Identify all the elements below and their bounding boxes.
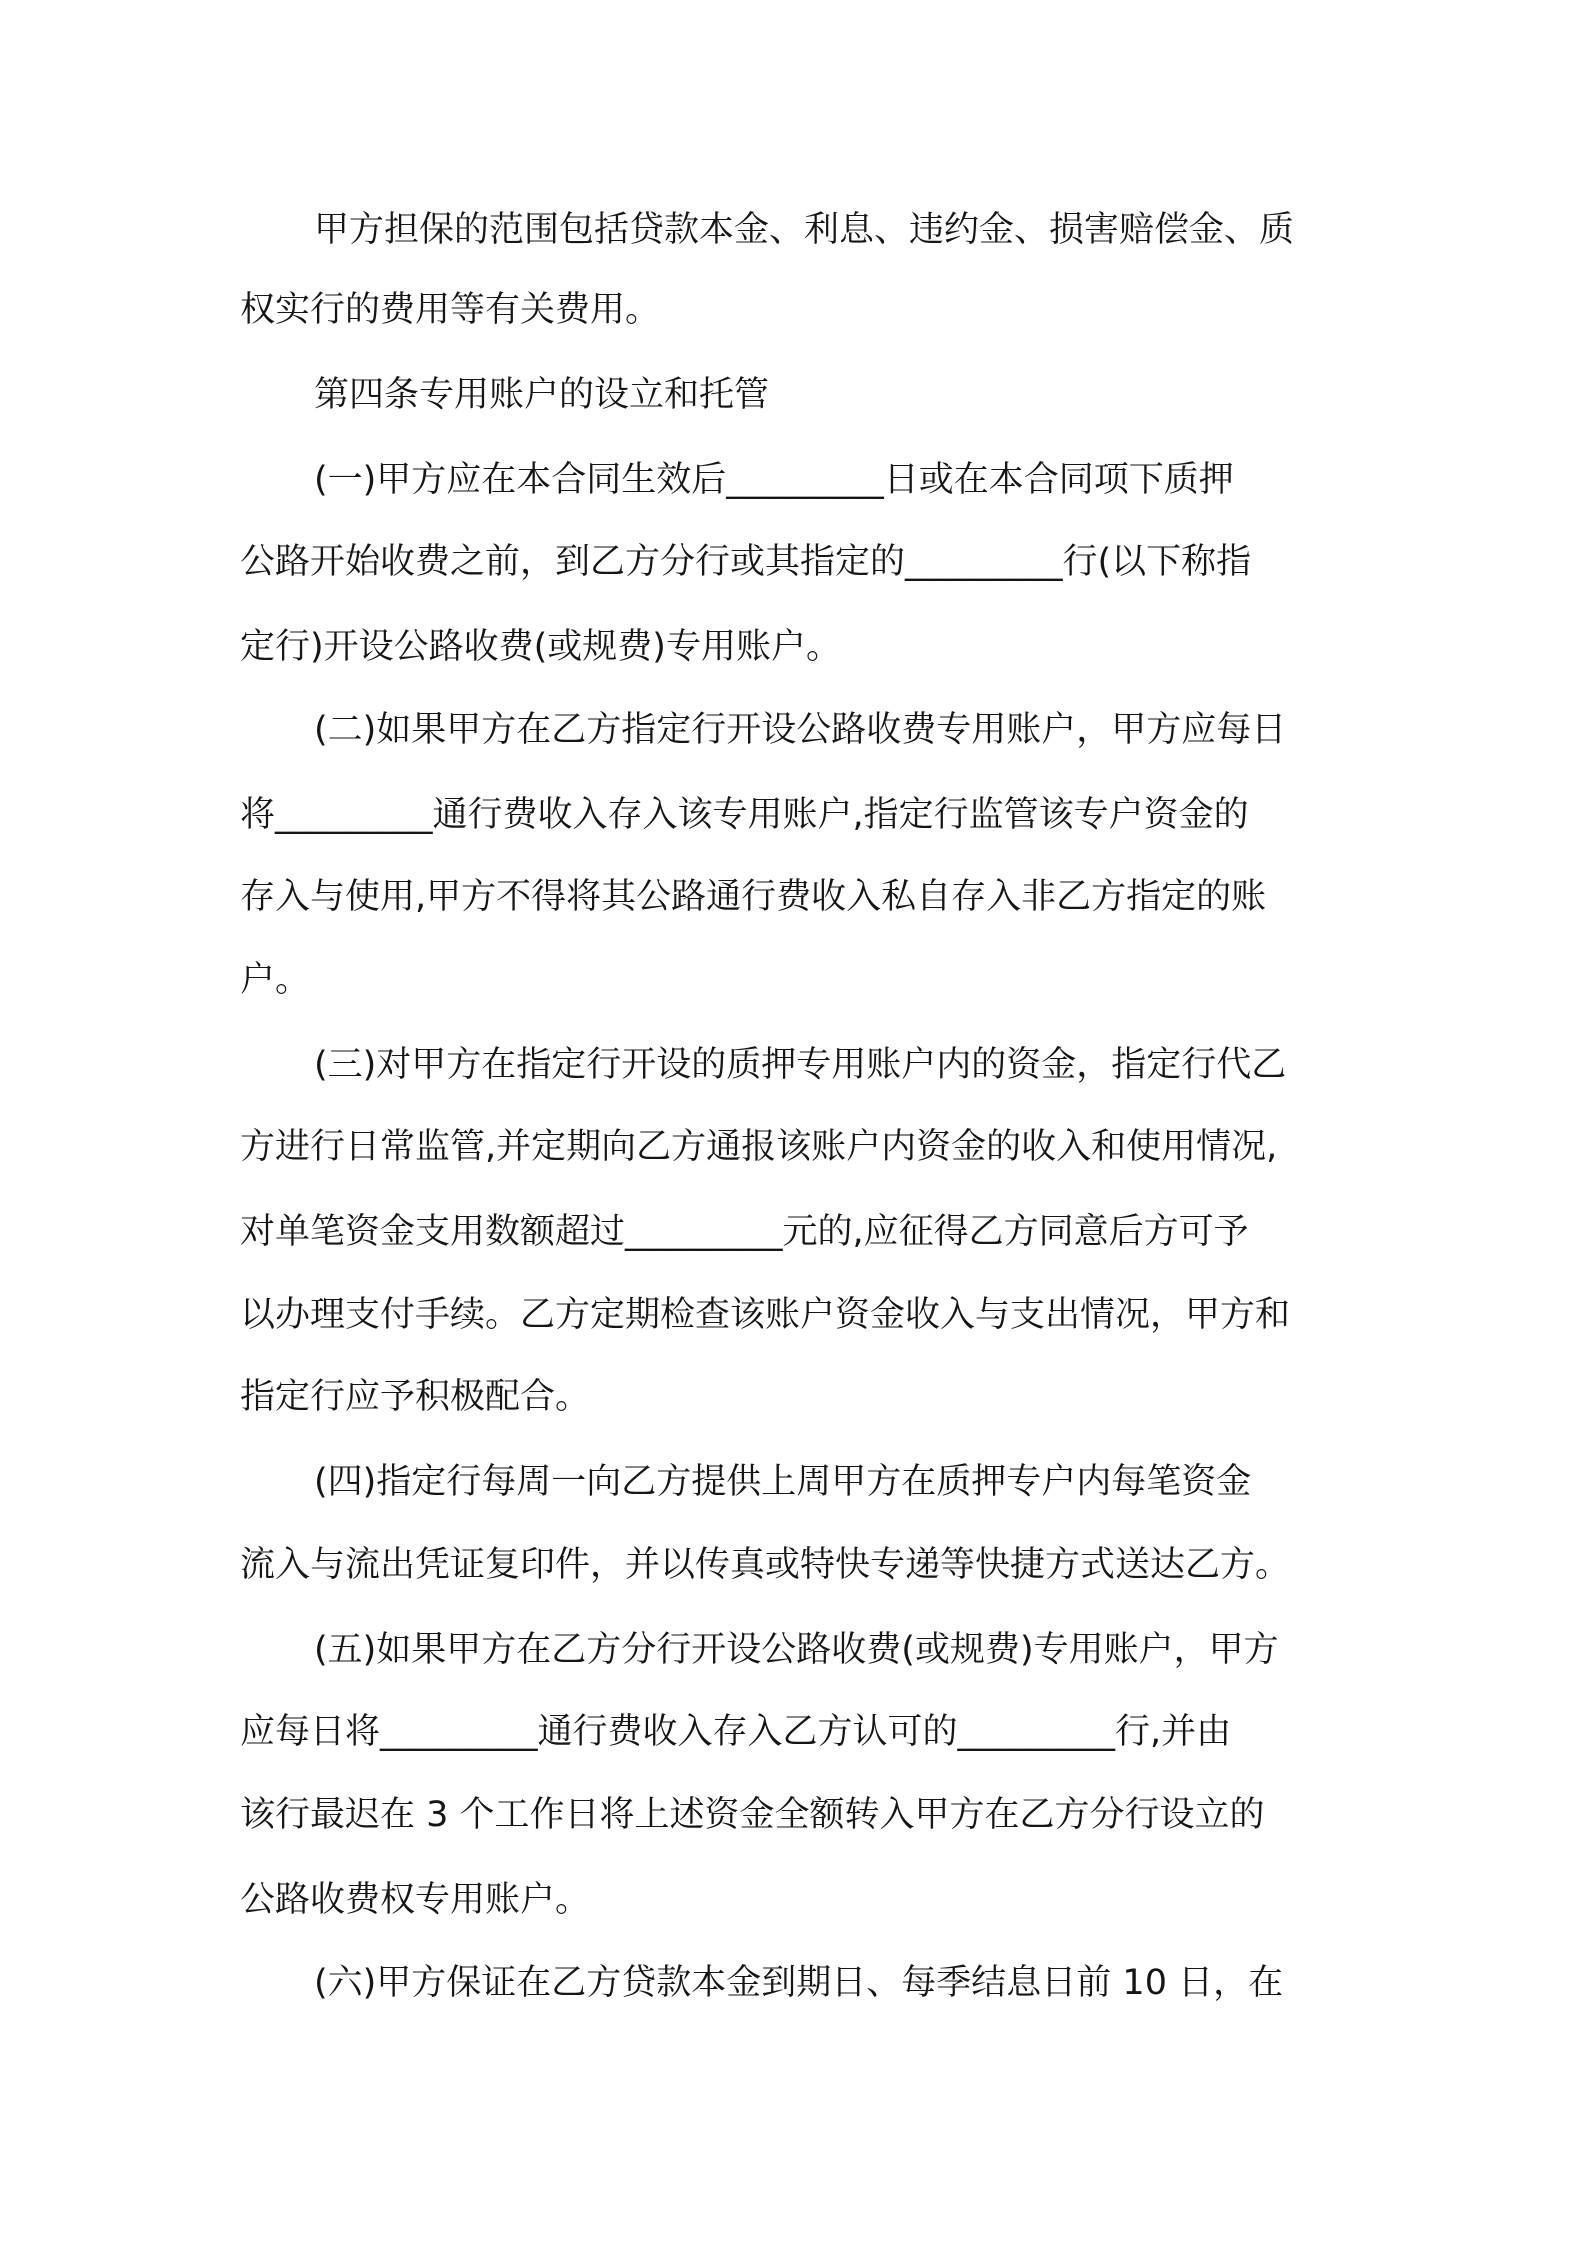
text-line: 以办理支付手续。乙方定期检查该账户资金收入与支出情况，甲方和 (240, 1295, 1291, 1335)
text-line: 户。 (240, 960, 311, 1000)
text-line: (二)如果甲方在乙方指定行开设公路收费专用账户，甲方应每日 (314, 710, 1287, 750)
text-line: 流入与流出凭证复印件，并以传真或特快专递等快捷方式送达乙方。 (240, 1545, 1291, 1585)
text-line: 该行最迟在 3 个工作日将上述资金全额转入甲方在乙方分行设立的 (240, 1795, 1265, 1835)
text-line: 方进行日常监管,并定期向乙方通报该账户内资金的收入和使用情况, (240, 1127, 1278, 1167)
text-line: (三)对甲方在指定行开设的质押专用账户内的资金，指定行代乙 (314, 1045, 1287, 1085)
text-line: 权实行的费用等有关费用。 (240, 290, 661, 330)
text-line: 存入与使用,甲方不得将其公路通行费收入私自存入非乙方指定的账 (240, 877, 1267, 917)
text-line: 定行)开设公路收费(或规费)专用账户。 (240, 627, 841, 667)
text-line: (六)甲方保证在乙方贷款本金到期日、每季结息日前 10 日，在 (314, 1963, 1284, 2003)
text-line: 指定行应予积极配合。 (240, 1377, 591, 1417)
text-line: 公路收费权专用账户。 (240, 1880, 591, 1920)
text-line: (四)指定行每周一向乙方提供上周甲方在质押专户内每笔资金 (314, 1462, 1252, 1502)
text-line: 甲方担保的范围包括贷款本金、利息、违约金、损害赔偿金、质 (314, 210, 1295, 250)
text-line: 应每日将_________通行费收入存入乙方认可的_________行,并由 (240, 1712, 1232, 1752)
text-line: 对单笔资金支用数额超过_________元的,应征得乙方同意后方可予 (240, 1212, 1249, 1252)
text-line: 公路开始收费之前，到乙方分行或其指定的_________行(以下称指 (240, 542, 1252, 582)
text-line: (五)如果甲方在乙方分行开设公路收费(或规费)专用账户，甲方 (314, 1630, 1279, 1670)
section-heading: 第四条专用账户的设立和托管 (314, 375, 770, 415)
text-line: 将_________通行费收入存入该专用账户,指定行监管该专户资金的 (240, 795, 1249, 835)
text-line: (一)甲方应在本合同生效后_________日或在本合同项下质押 (314, 460, 1234, 500)
